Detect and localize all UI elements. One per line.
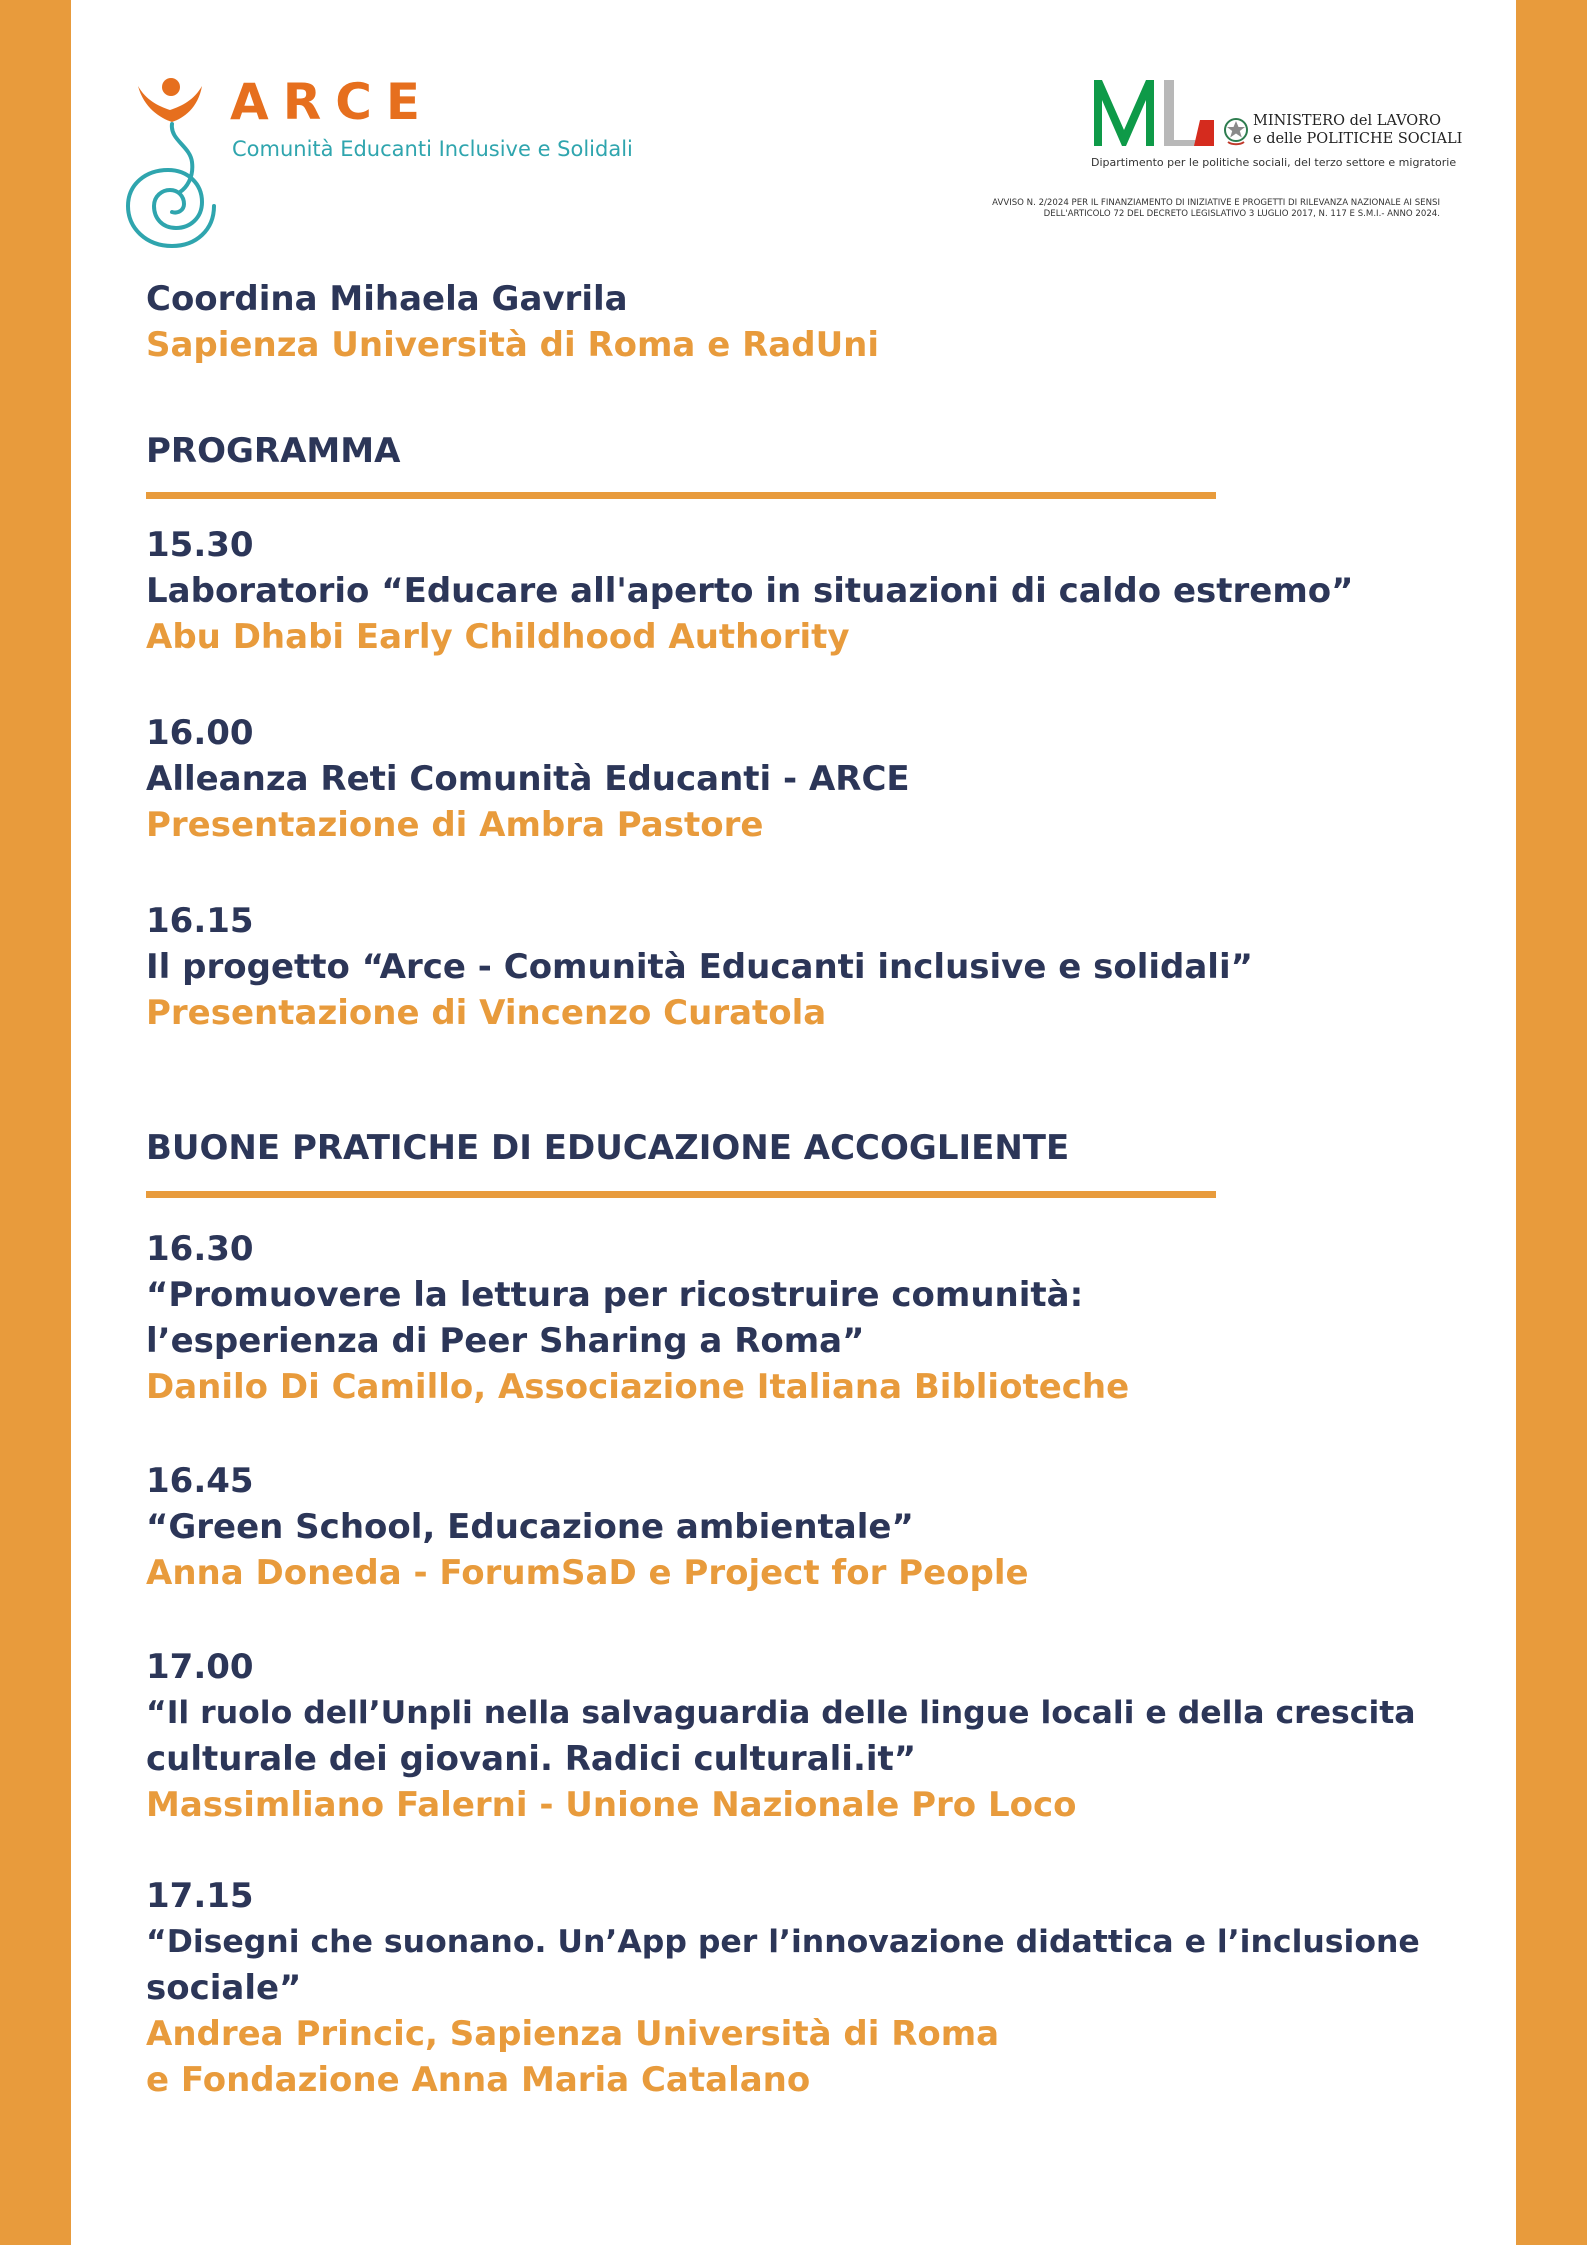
program-item-time: 16.15 [146,901,254,941]
funding-notice-line1: AVVISO N. 2/2024 PER IL FINANZIAMENTO DI INIZIATIVE E PROGETTI DI RILEVANZA NAZIONALE AI SENSI [992,198,1440,208]
ministry-name-line2: e delle POLITICHE SOCIALI [1253,131,1463,147]
practice-item-time: 17.15 [146,1876,254,1916]
arce-name: ARCE [230,73,435,131]
ministry-name-line1: MINISTERO del LAVORO [1253,113,1441,129]
program-item-speaker: Presentazione di Ambra Pastore [146,805,764,845]
practice-item [146,1644,1416,1828]
practice-item-title: “Disegni che suonano. Un’App per l’innovazione didattica e l’inclusione [146,1924,1420,1960]
practice-item [146,1873,1420,2103]
practice-item-time: 16.45 [146,1461,254,1501]
practice-item-title: “Promuovere la lettura per ricostruire comunità: [146,1275,1084,1315]
program-heading: PROGRAMMA [146,431,401,471]
coordinator-affiliation: Sapienza Università di Roma e RadUni [146,325,880,365]
program-item [146,710,910,848]
program-item [146,522,1353,660]
program-item [146,898,1253,1036]
practices-heading-rule [146,1191,1216,1198]
practice-item-speaker: Andrea Princic, Sapienza Università di Roma [146,2014,1000,2054]
program-item-time: 16.00 [146,713,254,753]
arce-tagline: Comunità Educanti Inclusive e Solidali [232,137,633,161]
practice-item-speaker: Massimliano Falerni - Unione Nazionale Pro Loco [146,1785,1077,1825]
program-item-title: Laboratorio “Educare all'aperto in situazioni di caldo estremo” [146,571,1354,611]
funding-notice-line2: DELL'ARTICOLO 72 DEL DECRETO LEGISLATIVO 3 LUGLIO 2017, N. 117 E S.M.I.- ANNO 2024. [1043,209,1440,219]
coordinator-line: Coordina Mihaela Gavrila [146,279,628,319]
program-item-title: Il progetto “Arce - Comunità Educanti inclusive e solidali” [146,947,1253,987]
practice-item-title: “Green School, Educazione ambientale” [146,1507,914,1547]
practice-item-title: culturale dei giovani. Radici culturali.it” [146,1739,917,1779]
practices-heading: BUONE PRATICHE DI EDUCAZIONE ACCOGLIENTE [146,1128,1070,1168]
program-item-speaker: Abu Dhabi Early Childhood Authority [146,617,850,657]
practice-item-time: 17.00 [146,1647,254,1687]
practice-item-speaker: Anna Doneda - ForumSaD e Project for People [146,1553,1029,1593]
practice-item-title: “Il ruolo dell’Unpli nella salvaguardia delle lingue locali e della crescita [146,1695,1416,1731]
practice-item-speaker: Danilo Di Camillo, Associazione Italiana Biblioteche [146,1367,1130,1407]
program-item-title: Alleanza Reti Comunità Educanti - ARCE [146,759,910,799]
practice-item-time: 16.30 [146,1229,254,1269]
practice-item [146,1226,1129,1410]
program-item-speaker: Presentazione di Vincenzo Curatola [146,993,827,1033]
practice-item-speaker: e Fondazione Anna Maria Catalano [146,2060,811,2100]
ministry-department: Dipartimento per le politiche sociali, del terzo settore e migratorie [1091,156,1457,169]
italian-emblem-icon [1222,116,1250,146]
funding-notice [880,198,1440,220]
program-heading-rule [146,492,1216,499]
ministry-ml-logo-icon [1090,70,1220,150]
practice-item [146,1458,1029,1596]
practice-item-title: sociale” [146,1968,302,2008]
arce-logo-icon [120,78,230,248]
program-item-time: 15.30 [146,525,254,565]
practice-item-title: l’esperienza di Peer Sharing a Roma” [146,1321,865,1361]
